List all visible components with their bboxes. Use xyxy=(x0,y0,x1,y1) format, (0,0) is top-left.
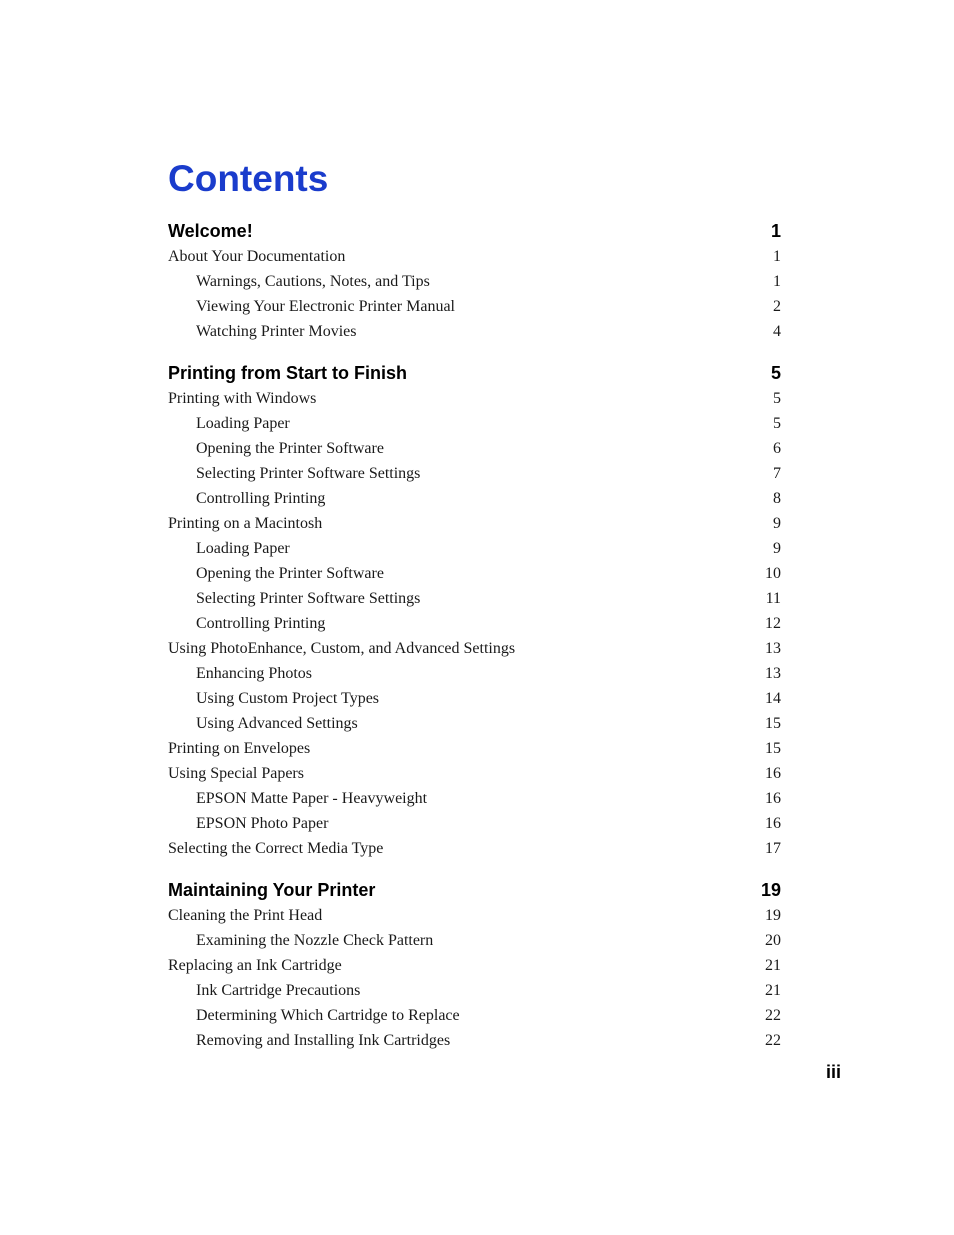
entry-title: About Your Documentation xyxy=(168,248,346,265)
entry-page-number: 17 xyxy=(765,840,781,857)
toc-subentry[interactable] xyxy=(168,711,781,736)
entry-title: Cleaning the Print Head xyxy=(168,907,323,924)
entry-title: Selecting Printer Software Settings xyxy=(196,590,421,607)
entry-title: Printing with Windows xyxy=(168,390,317,407)
section-heading-text: Welcome! xyxy=(168,221,253,241)
entry-title: Enhancing Photos xyxy=(196,665,312,682)
entry-title: Using Advanced Settings xyxy=(196,715,358,732)
entry-page-number: 8 xyxy=(773,490,781,507)
entry-title: Using PhotoEnhance, Custom, and Advanced Settings xyxy=(168,640,516,657)
page-title: Contents xyxy=(168,158,329,199)
entry-title: Printing on a Macintosh xyxy=(168,515,323,532)
entry-page-number: 14 xyxy=(765,690,781,707)
entry-page-number: 13 xyxy=(765,665,781,682)
toc-entry[interactable] xyxy=(168,386,781,411)
entry-page-number: 20 xyxy=(765,932,781,949)
toc-subentry[interactable] xyxy=(168,686,781,711)
entry-title: Opening the Printer Software xyxy=(196,565,384,582)
toc-entry[interactable] xyxy=(168,761,781,786)
entry-page-number: 6 xyxy=(773,440,781,457)
toc-subentry[interactable] xyxy=(168,928,781,953)
entry-title: EPSON Photo Paper xyxy=(196,815,329,832)
toc-entry[interactable] xyxy=(168,244,781,269)
toc-subentry[interactable] xyxy=(168,611,781,636)
toc-subentry[interactable] xyxy=(168,978,781,1003)
toc-subentry[interactable] xyxy=(168,811,781,836)
entry-title: EPSON Matte Paper - Heavyweight xyxy=(196,790,428,807)
section-page-number: 19 xyxy=(760,880,781,900)
entry-title: Determining Which Cartridge to Replace xyxy=(196,1007,460,1024)
section-heading-text: Printing from Start to Finish xyxy=(168,363,407,383)
entry-title: Watching Printer Movies xyxy=(196,323,357,340)
toc-entry[interactable] xyxy=(168,953,781,978)
toc-entry[interactable] xyxy=(168,636,781,661)
entry-title: Examining the Nozzle Check Pattern xyxy=(196,932,434,949)
entry-title: Opening the Printer Software xyxy=(196,440,384,457)
entry-title: Removing and Installing Ink Cartridges xyxy=(196,1032,451,1049)
table-of-contents xyxy=(168,219,781,1070)
toc-entry[interactable] xyxy=(168,736,781,761)
toc-subentry[interactable] xyxy=(168,461,781,486)
entry-title: Controlling Printing xyxy=(196,490,326,507)
entry-page-number: 22 xyxy=(765,1032,781,1049)
toc-entry[interactable] xyxy=(168,836,781,861)
toc-section xyxy=(168,219,781,344)
entry-page-number: 15 xyxy=(765,715,781,732)
entry-page-number: 7 xyxy=(773,465,781,482)
entry-page-number: 10 xyxy=(765,565,781,582)
entry-page-number: 1 xyxy=(773,248,781,265)
entry-page-number: 16 xyxy=(765,815,781,832)
entry-title: Loading Paper xyxy=(196,415,290,432)
entry-title: Ink Cartridge Precautions xyxy=(196,982,361,999)
entry-page-number: 21 xyxy=(765,957,781,974)
section-page-number: 1 xyxy=(770,221,781,241)
entry-title: Warnings, Cautions, Notes, and Tips xyxy=(196,273,430,290)
toc-subentry[interactable] xyxy=(168,486,781,511)
toc-subentry[interactable] xyxy=(168,411,781,436)
entry-title: Loading Paper xyxy=(196,540,290,557)
entry-page-number: 12 xyxy=(765,615,781,632)
toc-entry[interactable] xyxy=(168,511,781,536)
entry-page-number: 16 xyxy=(765,765,781,782)
entry-title: Using Special Papers xyxy=(168,765,304,782)
entry-title: Selecting the Correct Media Type xyxy=(168,840,384,857)
entry-title: Using Custom Project Types xyxy=(196,690,380,707)
page-number: iii xyxy=(825,1062,841,1082)
entry-page-number: 11 xyxy=(765,590,781,607)
toc-subentry[interactable] xyxy=(168,319,781,344)
section-page-number: 5 xyxy=(770,363,781,383)
entry-page-number: 9 xyxy=(773,515,781,532)
entry-page-number: 19 xyxy=(765,907,781,924)
toc-subentry[interactable] xyxy=(168,786,781,811)
toc-subentry[interactable] xyxy=(168,1003,781,1028)
entry-title: Selecting Printer Software Settings xyxy=(196,465,421,482)
section-heading-text: Maintaining Your Printer xyxy=(168,880,376,900)
entry-page-number: 1 xyxy=(773,273,781,290)
entry-page-number: 13 xyxy=(765,640,781,657)
entry-page-number: 9 xyxy=(773,540,781,557)
section-heading[interactable] xyxy=(168,219,781,244)
entry-page-number: 5 xyxy=(773,390,781,407)
section-heading[interactable] xyxy=(168,878,781,903)
entry-page-number: 15 xyxy=(765,740,781,757)
entry-page-number: 4 xyxy=(773,323,781,340)
entry-title: Controlling Printing xyxy=(196,615,326,632)
toc-entry[interactable] xyxy=(168,903,781,928)
toc-subentry[interactable] xyxy=(168,294,781,319)
toc-section xyxy=(168,361,781,861)
entry-title: Viewing Your Electronic Printer Manual xyxy=(196,298,455,315)
entry-page-number: 16 xyxy=(765,790,781,807)
entry-title: Printing on Envelopes xyxy=(168,740,311,757)
toc-subentry[interactable] xyxy=(168,661,781,686)
toc-subentry[interactable] xyxy=(168,561,781,586)
section-heading[interactable] xyxy=(168,361,781,386)
entry-page-number: 5 xyxy=(773,415,781,432)
toc-section xyxy=(168,878,781,1053)
toc-subentry[interactable] xyxy=(168,536,781,561)
toc-subentry[interactable] xyxy=(168,436,781,461)
entry-page-number: 22 xyxy=(765,1007,781,1024)
toc-subentry[interactable] xyxy=(168,586,781,611)
entry-title: Replacing an Ink Cartridge xyxy=(168,957,342,974)
entry-page-number: 2 xyxy=(773,298,781,315)
entry-page-number: 21 xyxy=(765,982,781,999)
toc-subentry[interactable] xyxy=(168,269,781,294)
toc-subentry[interactable] xyxy=(168,1028,781,1053)
